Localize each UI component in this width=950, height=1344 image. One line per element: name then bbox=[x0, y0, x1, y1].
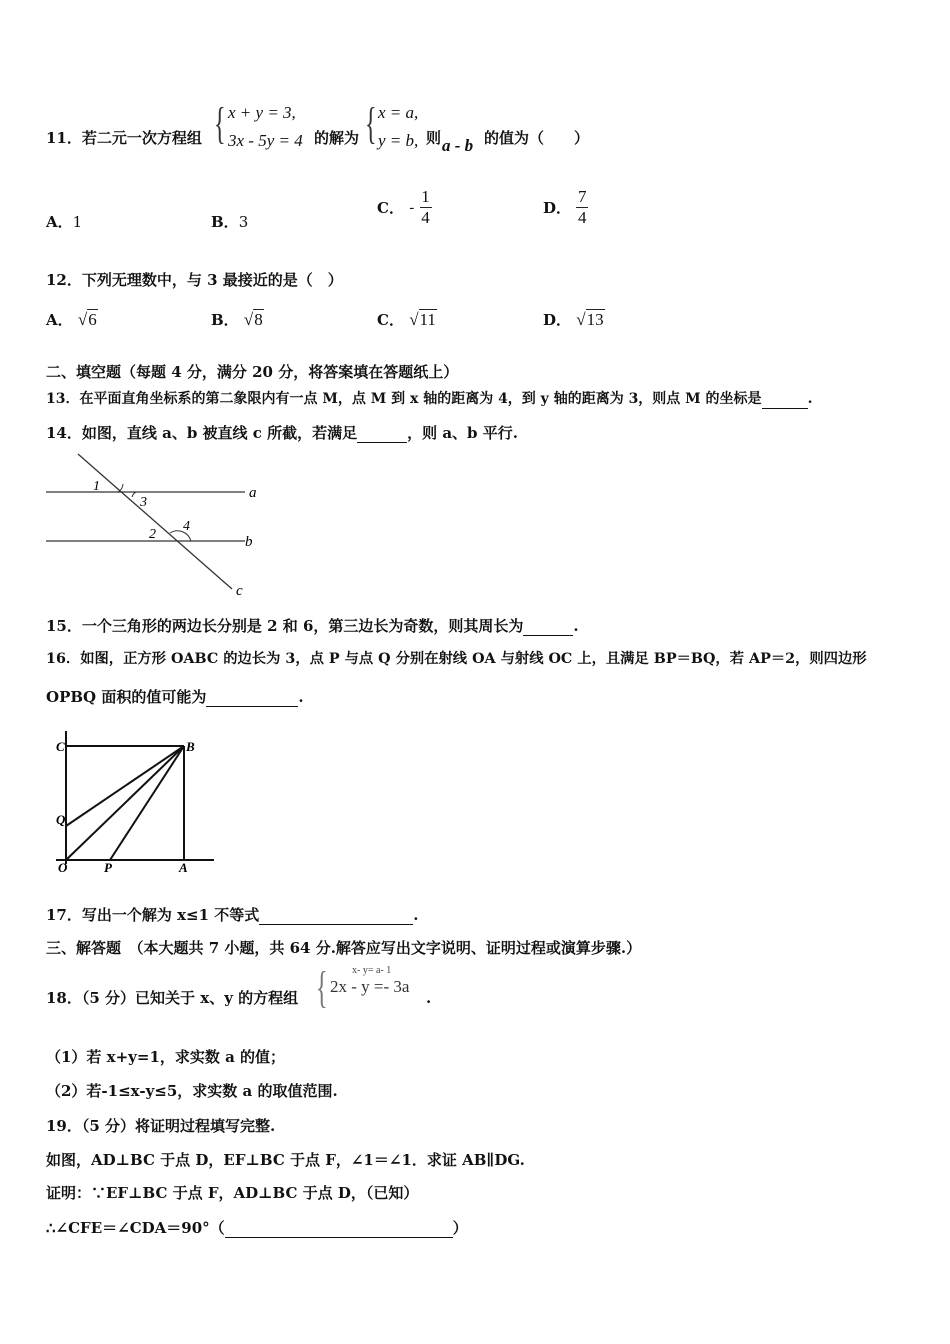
q12-option-d-label: D． bbox=[543, 311, 572, 329]
q12-option-b[interactable] bbox=[211, 309, 264, 330]
q17 bbox=[46, 904, 419, 925]
q15-text: 15．一个三角形的两边长分别是 2 和 6，第三边长为奇数，则其周长为 bbox=[46, 617, 524, 635]
q19-title: 19．（5 分）将证明过程填写完整. bbox=[46, 1117, 276, 1135]
q11-option-a-label: A． bbox=[46, 213, 73, 231]
q11-brace-1: { bbox=[214, 99, 226, 148]
q11-option-c-sign: - bbox=[409, 198, 415, 217]
q15-answer-blank[interactable] bbox=[523, 615, 573, 636]
section-3-heading: 三、解答题 （本大题共 7 小题，共 64 分.解答应写出文字说明、证明过程或演算步骤.） bbox=[46, 939, 642, 957]
point-P-label: P bbox=[104, 860, 112, 875]
q18-eq1: x- y= a- 1 bbox=[352, 965, 392, 976]
q12-option-b-radicand: 8 bbox=[254, 310, 263, 329]
q19-proof2-a: ∴∠CFE＝∠CDA＝90°（ bbox=[46, 1219, 225, 1237]
q12-option-d[interactable] bbox=[543, 309, 605, 330]
q14-answer-blank[interactable] bbox=[357, 422, 407, 443]
line-c-label: c bbox=[236, 583, 243, 599]
q18-brace: { bbox=[316, 963, 328, 1012]
q19-given: 如图，AD⊥BC 于点 D，EF⊥BC 于点 F，∠1＝∠1．求证 AB∥DG. bbox=[46, 1151, 525, 1169]
q14 bbox=[46, 422, 518, 443]
q11-sol1: x = a, bbox=[378, 103, 419, 122]
q12-stem: 12．下列无理数中，与 3 最接近的是（ ） bbox=[46, 271, 343, 289]
q13 bbox=[46, 388, 812, 409]
point-Q-label: Q bbox=[56, 812, 66, 827]
section-2-heading: 二、填空题（每题 4 分，满分 20 分，将答案填在答题纸上） bbox=[46, 363, 459, 381]
q12-option-b-label: B． bbox=[211, 311, 239, 329]
point-A-label: A bbox=[179, 860, 188, 875]
q11-option-a[interactable] bbox=[46, 211, 82, 232]
q11-then: 则 bbox=[426, 129, 442, 147]
q11-eq1: x + y = 3, bbox=[228, 103, 296, 122]
q19-proof2-b: ） bbox=[452, 1219, 468, 1237]
line-c bbox=[78, 454, 232, 589]
q13-answer-blank[interactable] bbox=[762, 388, 808, 409]
q14-text-b: ，则 a、b 平行. bbox=[407, 424, 518, 442]
q11-option-c-den: 4 bbox=[421, 208, 430, 227]
q13-text: 13．在平面直角坐标系的第二象限内有一点 M，点 M 到 x 轴的距离为 4，到 y 轴的距离为 3，则点 M 的坐标是 bbox=[46, 391, 762, 407]
q18-end: . bbox=[426, 989, 432, 1007]
q11-option-b[interactable] bbox=[211, 211, 248, 232]
q12-option-d-radicand: 13 bbox=[586, 310, 604, 329]
q11-expr: a - b bbox=[442, 136, 474, 155]
q16-end: . bbox=[298, 688, 304, 706]
q12-option-d-sqrt: √13 bbox=[576, 310, 604, 329]
q19-proof2 bbox=[46, 1217, 468, 1238]
q12-option-c[interactable] bbox=[377, 309, 437, 330]
q16-text: OPBQ 面积的值可能为 bbox=[46, 688, 207, 706]
q11-option-c-fraction bbox=[420, 187, 432, 228]
angle-1-label: 1 bbox=[93, 479, 100, 494]
line-a-label: a bbox=[249, 485, 257, 501]
segment-BO bbox=[66, 746, 184, 860]
q11-option-d-den: 4 bbox=[578, 208, 587, 227]
q17-text: 17．写出一个解为 x≤1 不等式 bbox=[46, 906, 260, 924]
q11-suffix: 的值为（ ） bbox=[484, 129, 590, 147]
q16-line2 bbox=[46, 686, 304, 707]
q12-option-a-radicand: 6 bbox=[88, 310, 97, 329]
q18-prefix: 18．（5 分）已知关于 x、y 的方程组 bbox=[46, 989, 299, 1007]
q18-part2: （2）若-1≤x-y≤5，求实数 a 的取值范围. bbox=[46, 1082, 338, 1100]
q11-sol2: y = b, bbox=[378, 131, 419, 150]
q11-option-b-value: 3 bbox=[238, 213, 249, 231]
angle-2-label: 2 bbox=[149, 527, 156, 542]
q14-text-a: 14．如图，直线 a、b 被直线 c 所截，若满足 bbox=[46, 424, 358, 442]
angle-3-arc bbox=[132, 492, 136, 497]
q18-eq2: 2x - y =- 3a bbox=[330, 977, 410, 996]
q11-eq2: 3x - 5y = 4 bbox=[228, 131, 303, 150]
q11-middle: 的解为 bbox=[314, 129, 360, 147]
q11-option-d[interactable] bbox=[543, 187, 588, 228]
segment-BQ bbox=[66, 746, 184, 826]
q17-end: . bbox=[413, 906, 419, 924]
point-B-label: B bbox=[186, 739, 195, 754]
q12-option-a-sqrt: √6 bbox=[77, 310, 97, 329]
q19-proof1: 证明：∵EF⊥BC 于点 F，AD⊥BC 于点 D，（已知） bbox=[46, 1184, 419, 1202]
q11-option-b-label: B． bbox=[211, 213, 239, 231]
q17-answer-blank[interactable] bbox=[259, 904, 413, 925]
q12-option-b-sqrt: √8 bbox=[243, 310, 263, 329]
q18-part1: （1）若 x+y=1，求实数 a 的值； bbox=[46, 1048, 286, 1066]
angle-4-label: 4 bbox=[183, 519, 190, 534]
q11-option-c-num: 1 bbox=[421, 187, 430, 206]
q11-stem bbox=[46, 128, 202, 148]
q15-end: . bbox=[573, 617, 579, 635]
q12-option-c-label: C． bbox=[377, 311, 404, 329]
q11-prefix: 11．若二元一次方程组 bbox=[46, 129, 202, 147]
q12-option-a[interactable] bbox=[46, 309, 98, 330]
q16-line1: 16．如图，正方形 OABC 的边长为 3，点 P 与点 Q 分别在射线 OA 与射线 OC 上，且满足 BP＝BQ，若 AP＝2，则四边形 bbox=[46, 651, 867, 667]
q15 bbox=[46, 615, 579, 636]
q16-figure bbox=[50, 727, 225, 877]
q11-option-d-num: 7 bbox=[578, 187, 587, 206]
point-O-label: O bbox=[58, 860, 68, 875]
q11-brace-2: { bbox=[365, 99, 377, 148]
q12-option-c-sqrt: √11 bbox=[409, 310, 436, 329]
segment-BP bbox=[110, 746, 184, 860]
angle-3-label: 3 bbox=[140, 495, 147, 510]
q11-option-d-label: D． bbox=[543, 199, 572, 217]
q13-end: . bbox=[807, 391, 813, 407]
q11-option-c-label: C． bbox=[377, 199, 404, 217]
point-C-label: C bbox=[56, 739, 65, 754]
q11-option-c[interactable] bbox=[377, 187, 432, 228]
q12-option-c-radicand: 11 bbox=[419, 310, 436, 329]
q11-option-a-value: 1 bbox=[72, 213, 83, 231]
q16-answer-blank[interactable] bbox=[206, 686, 298, 707]
q12-option-a-label: A． bbox=[46, 311, 73, 329]
line-b-label: b bbox=[245, 534, 253, 550]
q11-option-d-fraction bbox=[576, 187, 588, 228]
q19-reason-blank[interactable] bbox=[225, 1217, 453, 1238]
q14-figure bbox=[40, 448, 280, 603]
